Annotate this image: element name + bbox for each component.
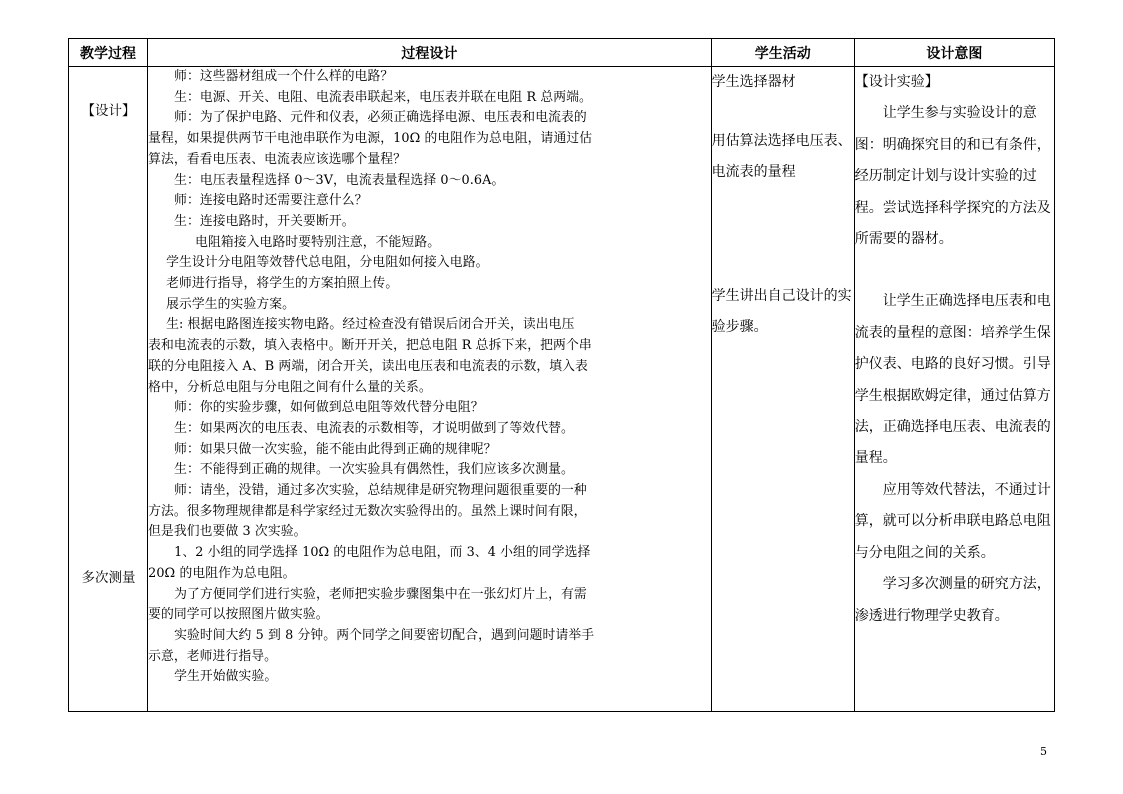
process-line: 学生开始做实验。 <box>174 669 278 685</box>
page-number: 5 <box>1040 745 1047 758</box>
process-line: 师：请坐，没错，通过多次实验，总结规律是研究物理问题很重要的一种 <box>174 483 587 499</box>
student-activity-2: 用估算法选择电压表、电流表的量程 <box>711 133 852 180</box>
design-intent-cell <box>854 67 1054 712</box>
process-line: 量程，如果提供两节干电池串联作为电源，10Ω 的电阻作为总电阻，请通过估 <box>148 131 593 147</box>
content-row <box>69 67 1055 712</box>
intent-paragraph-4: 学习多次测量的研究方法，渗透进行物理学史教育。 <box>854 576 1051 624</box>
stage-cell <box>69 67 148 712</box>
process-line: 生: 根据电路图连接实物电路。经过检查没有错误后闭合开关，读出电压 <box>166 317 575 333</box>
header-process-design: 过程设计 <box>148 39 712 67</box>
process-line: 师：这些器材组成一个什么样的电路？ <box>174 69 394 84</box>
header-design-intent: 设计意图 <box>854 39 1054 67</box>
header-row <box>69 39 1055 67</box>
process-line: 生：不能得到正确的规律。一次实验具有偶然性，我们应该多次测量。 <box>174 462 574 478</box>
student-activity-cell <box>711 67 854 712</box>
intent-paragraph-3: 应用等效代替法，不通过计算，就可以分析串联电路总电阻与分电阻之间的关系。 <box>854 481 1051 561</box>
intent-title: 【设计实验】 <box>854 74 939 90</box>
process-line: 老师进行指导，将学生的方案拍照上传。 <box>166 276 399 292</box>
process-line: 生：连接电路时，开关要断开。 <box>174 213 355 229</box>
process-line: 20Ω 的电阻作为总电阻。 <box>148 565 296 581</box>
process-line: 师：为了保护电路、元件和仪表，必须正确选择电源、电压表和电流表的 <box>174 110 587 126</box>
stage-design-label: 【设计】 <box>81 103 136 119</box>
spacer <box>712 188 854 281</box>
intent-paragraph-1: 让学生参与实验设计的意图：明确探究目的和已有条件，经历制定计划与设计实验的过程。尝试选择科学探究的方法及所需要的器材。 <box>854 105 1051 248</box>
process-line: 方法。很多物理规律都是科学家经过无数次实验得出的。虽然上课时间有限， <box>148 503 587 519</box>
process-line: 师：连接电路时还需要注意什么？ <box>174 193 368 209</box>
process-line: 学生设计分电阻等效替代总电阻，分电阻如何接入电路。 <box>166 255 489 271</box>
process-line: 电阻箱接入电路时要特别注意，不能短路。 <box>195 234 441 250</box>
header-student-activity: 学生活动 <box>711 39 854 67</box>
process-design-cell <box>148 67 712 712</box>
process-line: 生：如果两次的电压表、电流表的示数相等，才说明做到了等效代替。 <box>174 420 574 436</box>
process-line: 示意，老师进行指导。 <box>148 648 278 664</box>
student-activity-1: 学生选择器材 <box>711 74 796 90</box>
stage-measure-label: 多次测量 <box>81 570 136 586</box>
process-line: 师：如果只做一次实验，能不能由此得到正确的规律呢？ <box>174 441 497 457</box>
student-activity-3: 学生讲出自己设计的实验步骤。 <box>711 288 852 335</box>
process-line: 生：电压表量程选择 0～3V，电流表量程选择 0～0.6A。 <box>174 172 505 188</box>
header-teaching-process: 教学过程 <box>69 39 148 67</box>
process-line: 联的分电阻接入 A、B 两端，闭合开关，读出电压表和电流表的示数，填入表 <box>148 358 588 374</box>
process-line: 展示学生的实验方案。 <box>166 296 296 312</box>
spacer <box>855 255 1054 286</box>
intent-paragraph-2: 让学生正确选择电压表和电流表的量程的意图：培养学生保护仪表、电路的良好习惯。引导学生根据欧姆定律，通过估算方法，正确选择电压表、电流表的量程。 <box>854 293 1051 467</box>
process-line: 为了方便同学们进行实验，老师把实验步骤图集中在一张幻灯片上，有需 <box>174 586 587 602</box>
process-line: 要的同学可以按照图片做实验。 <box>148 607 329 623</box>
process-line: 表和电流表的示数，填入表格中。断开开关，把总电阻 R 总拆下来，把两个串 <box>148 338 592 354</box>
process-line: 师：你的实验步骤，如何做到总电阻等效代替分电阻？ <box>174 400 484 416</box>
process-line: 算法，看看电压表、电流表应该选哪个量程？ <box>148 151 407 167</box>
process-line: 生：电源、开关、电阻、电流表串联起来，电压表并联在电阻 R 总两端。 <box>174 89 592 105</box>
lesson-plan-table <box>68 38 1055 712</box>
spacer <box>712 98 854 126</box>
process-line: 但是我们也要做 3 次实验。 <box>148 524 307 540</box>
process-line: 1、2 小组的同学选择 10Ω 的电阻作为总电阻，而 3、4 小组的同学选择 <box>174 545 591 561</box>
process-line: 格中，分析总电阻与分电阻之间有什么量的关系。 <box>148 379 432 395</box>
process-line: 实验时间大约 5 到 8 分钟。两个同学之间要密切配合，遇到问题时请举手 <box>174 627 595 643</box>
